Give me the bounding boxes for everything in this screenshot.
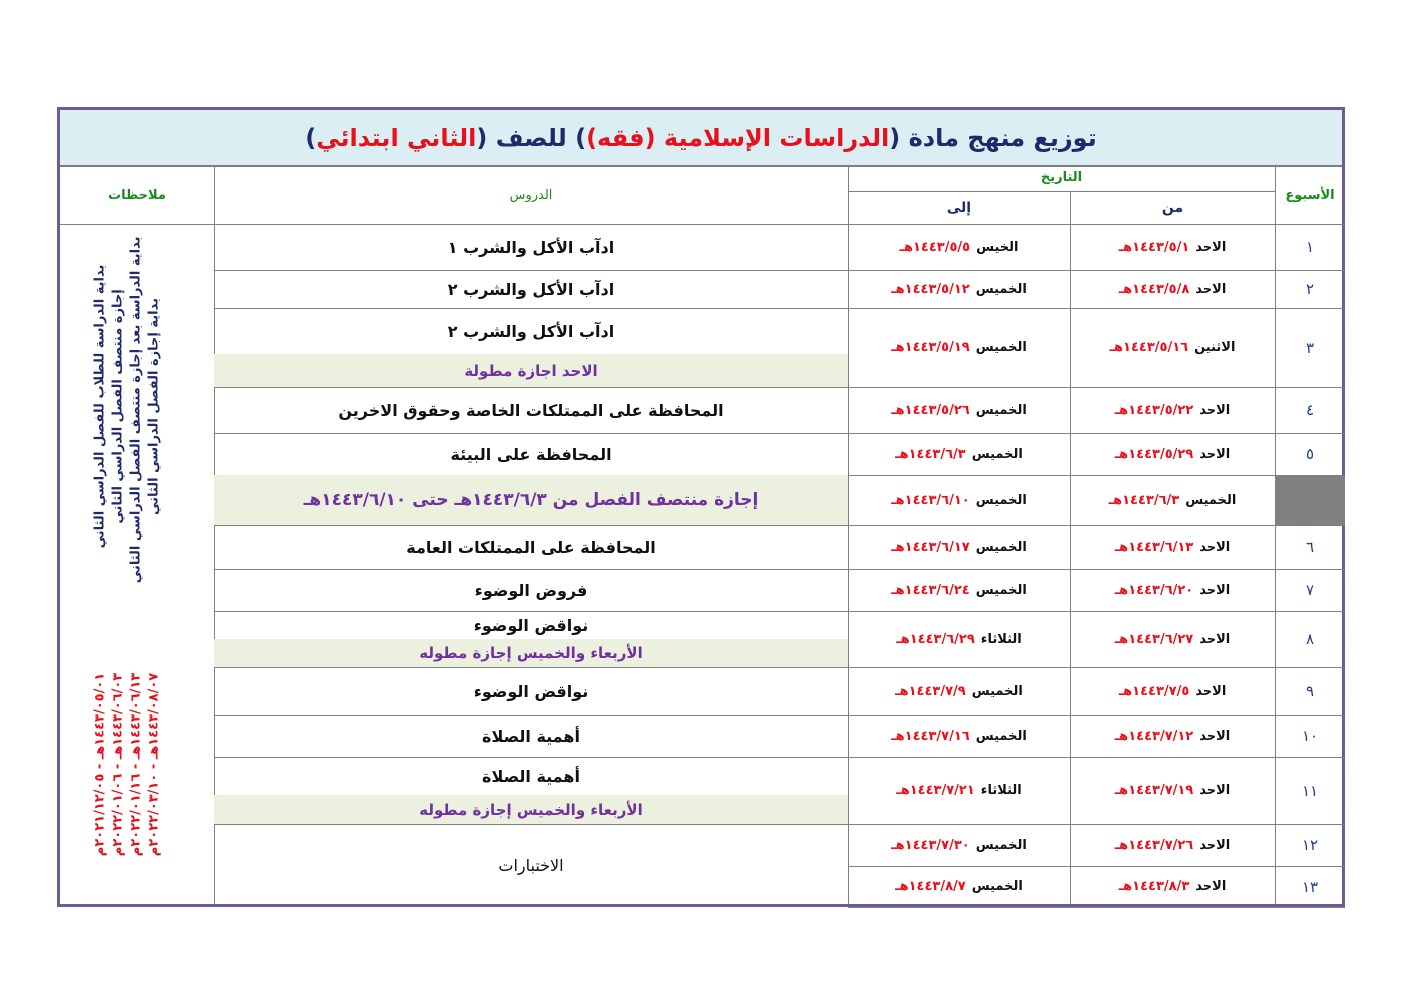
to-date [848,757,1070,824]
to-date-value: ١٤٤٣/٦/٢٩هـ [896,631,975,647]
week-number: ١٢ [1301,836,1319,854]
from-day: الاحد [1195,239,1227,255]
note-date: ١٤٤٣/٠٦/١٣هـ - ٢٠٢٢/٠١/١٦م [128,672,144,857]
note-text: بداية إجازة الفصل الدراسي الثاني [146,298,162,515]
from-date-value: ١٤٤٣/٦/٣هـ [1108,492,1180,508]
from-date-value: ١٤٤٣/٥/٢٩هـ [1114,446,1194,462]
from-day: الخميس [1185,492,1237,508]
lesson-title: أهمية الصلاة [482,726,580,746]
title-grade: الثاني ابتدائي [316,123,477,152]
lesson-title: ادآب الأكل والشرب ٢ [447,279,615,299]
from-header: من [1161,200,1184,216]
to-date [848,475,1070,525]
from-day: الاحد [1199,631,1231,647]
from-day: الاحد [1199,837,1231,853]
title-part-1: توزيع منهج مادة ( [889,123,1097,152]
from-day: الاثنين [1194,340,1236,355]
title-subject: الدراسات الإسلامية (فقه) [586,123,890,152]
to-day: الخميس [975,539,1027,555]
lesson-title: نواقض الوضوء [473,681,589,701]
week-number: ٤ [1305,401,1315,419]
to-date [848,387,1070,433]
to-date [848,569,1070,611]
to-date-value: ١٤٤٣/٨/٧هـ [895,879,966,894]
from-date [1070,525,1275,569]
from-date-value: ١٤٤٣/٥/٨هـ [1118,281,1190,297]
to-date [848,433,1070,475]
to-date-value: ١٤٤٣/٥/٢٦هـ [891,402,970,418]
note-date: ١٤٤٣/٠٦/٠٣هـ - ٢٠٢٢/٠١/٠٦م [110,672,126,857]
to-date [848,525,1070,569]
note-text: بداية الدراسة بعد إجازة منتصف الفصل الدراسي الثاني [128,236,144,584]
note-text: إجازة منتصف الفصل الدراسي الثاني [110,289,126,524]
to-day: الخميس [971,683,1023,699]
to-date-value: ١٤٤٣/٥/١٩هـ [891,340,970,355]
to-date-value: ١٤٤٣/٥/٥هـ [899,239,971,255]
to-day: الثلاثاء [980,783,1022,798]
note-text: بداية الدراسة للطلاب للفصل الدراسي الثاني [92,264,108,549]
from-date-value: ١٤٤٣/٧/٢٦هـ [1114,837,1194,853]
page-title [60,110,1342,167]
grid-line [848,191,1275,192]
week-number: ٧ [1305,581,1315,599]
note-date: ١٤٤٣/٠٥/٠١هـ - ٢٠٢١/١٢/٠٥م [92,672,108,857]
from-date [1070,824,1275,866]
from-day: الاحد [1199,402,1231,418]
holiday-note: الاحد اجازة مطولة [214,354,848,387]
from-day: الاحد [1195,683,1227,699]
to-day: الخميس [975,340,1027,355]
week-number: ١٣ [1301,877,1319,896]
to-date-value: ١٤٤٣/٦/١٧هـ [891,539,970,555]
from-date [1070,475,1275,525]
to-date-value: ١٤٤٣/٧/١٦هـ [891,728,970,744]
week-number: ٩ [1305,682,1315,700]
from-date-value: ١٤٤٣/٧/١٢هـ [1114,728,1194,744]
to-day: الخميس [975,728,1027,744]
holiday-row: إجازة منتصف الفصل من ١٤٤٣/٦/٣هـ حتى ١٤٤٣/٦/١٠هـ [214,475,848,525]
holiday-note: الأربعاء والخميس إجازة مطوله [214,639,848,667]
from-date-value: ١٤٤٣/٥/١هـ [1118,239,1190,255]
notes-header: ملاحظات [108,187,166,203]
from-day: الاحد [1199,728,1231,744]
to-day: الخميس [975,281,1027,297]
from-day: الاحد [1199,446,1231,462]
from-date-value: ١٤٤٣/٨/٣هـ [1118,879,1190,894]
to-date [848,270,1070,308]
from-day: الاحد [1199,539,1231,555]
to-date-value: ١٤٤٣/٥/١٢هـ [891,281,970,297]
to-date [848,667,1070,715]
grid-line [848,907,1345,908]
to-date [848,224,1070,270]
week-header: الأسبوع [1285,187,1335,203]
from-date-value: ١٤٤٣/٥/١٦هـ [1109,340,1189,355]
from-day: الاحد [1195,281,1227,297]
week-number: ٨ [1305,630,1315,648]
to-date-value: ١٤٤٣/٦/٣هـ [895,446,966,462]
lesson-title: المحافظة على الممتلكات الخاصة وحقوق الاخرين [338,400,724,420]
from-date [1070,611,1275,667]
to-header: إلى [946,200,972,216]
lesson-title: أهمية الصلاة [482,766,580,786]
holiday-note: الأربعاء والخميس إجازة مطوله [214,795,848,824]
to-day: الخيس [976,239,1019,255]
from-day: الاحد [1199,783,1231,798]
week-number [1275,475,1345,525]
from-date [1070,569,1275,611]
from-date-value: ١٤٤٣/٦/١٣هـ [1114,539,1194,555]
from-date [1070,433,1275,475]
lesson-title: نواقض الوضوء [473,615,589,635]
note-date: ١٤٤٣/٠٨/٠٧هـ - ٢٠٢٢/٠٣/١٠م [146,672,162,857]
week-number: ١١ [1301,781,1319,800]
to-date-value: ١٤٤٣/٧/٩هـ [895,683,966,699]
from-date [1070,387,1275,433]
to-day: الخميس [975,582,1027,598]
from-date [1070,270,1275,308]
from-date [1070,224,1275,270]
week-number: ٥ [1305,445,1315,463]
lessons-header: الدروس [509,187,553,203]
week-number: ٣ [1305,338,1315,357]
title-part-3: ) للصف ( [476,123,587,152]
to-date-value: ١٤٤٣/٦/٢٤هـ [891,582,970,598]
week-number: ٦ [1305,538,1315,556]
schedule-sheet [57,107,1345,907]
from-date-value: ١٤٤٣/٦/٢٠هـ [1114,582,1194,598]
from-date [1070,715,1275,757]
from-date [1070,866,1275,907]
from-day: الاحد [1199,582,1231,598]
to-date-value: ١٤٤٣/٧/٣٠هـ [891,837,970,853]
from-date [1070,667,1275,715]
to-day: الخميس [975,492,1027,508]
from-date-value: ١٤٤٣/٧/١٩هـ [1114,783,1194,798]
from-date [1070,308,1275,387]
lesson-title: ادآب الأكل والشرب ٢ [447,321,615,341]
week-number: ١٠ [1301,727,1319,745]
to-date [848,866,1070,907]
lesson-title: المحافظة على البيئة [450,444,612,464]
week-number: ١ [1305,238,1315,256]
notes-cell [60,224,213,907]
from-date-value: ١٤٤٣/٧/٥هـ [1118,683,1190,699]
from-date [1070,757,1275,824]
from-date-value: ١٤٤٣/٥/٢٢هـ [1114,402,1194,418]
lesson-title: المحافظة على الممتلكات العامة [406,537,656,557]
lesson-title: فروض الوضوء [474,580,588,600]
to-date [848,308,1070,387]
week-number: ٢ [1305,280,1315,298]
to-date [848,611,1070,667]
to-day: الخميس [971,446,1023,462]
from-date-value: ١٤٤٣/٦/٢٧هـ [1114,631,1194,647]
to-day: الخميس [975,402,1027,418]
from-day: الاحد [1195,879,1227,894]
lesson-title: ادآب الأكل والشرب ١ [447,237,615,257]
to-day: الخميس [975,837,1027,853]
to-date-value: ١٤٤٣/٧/٢١هـ [896,783,975,798]
to-date [848,715,1070,757]
date-header: التاريخ [1040,170,1083,185]
to-date [848,824,1070,866]
exams-lesson: الاختبارات [498,856,564,875]
to-date-value: ١٤٤٣/٦/١٠هـ [891,492,970,508]
to-day: الثلاثاء [980,631,1022,647]
to-day: الخميس [971,879,1023,894]
title-part-5: ) [305,123,317,152]
